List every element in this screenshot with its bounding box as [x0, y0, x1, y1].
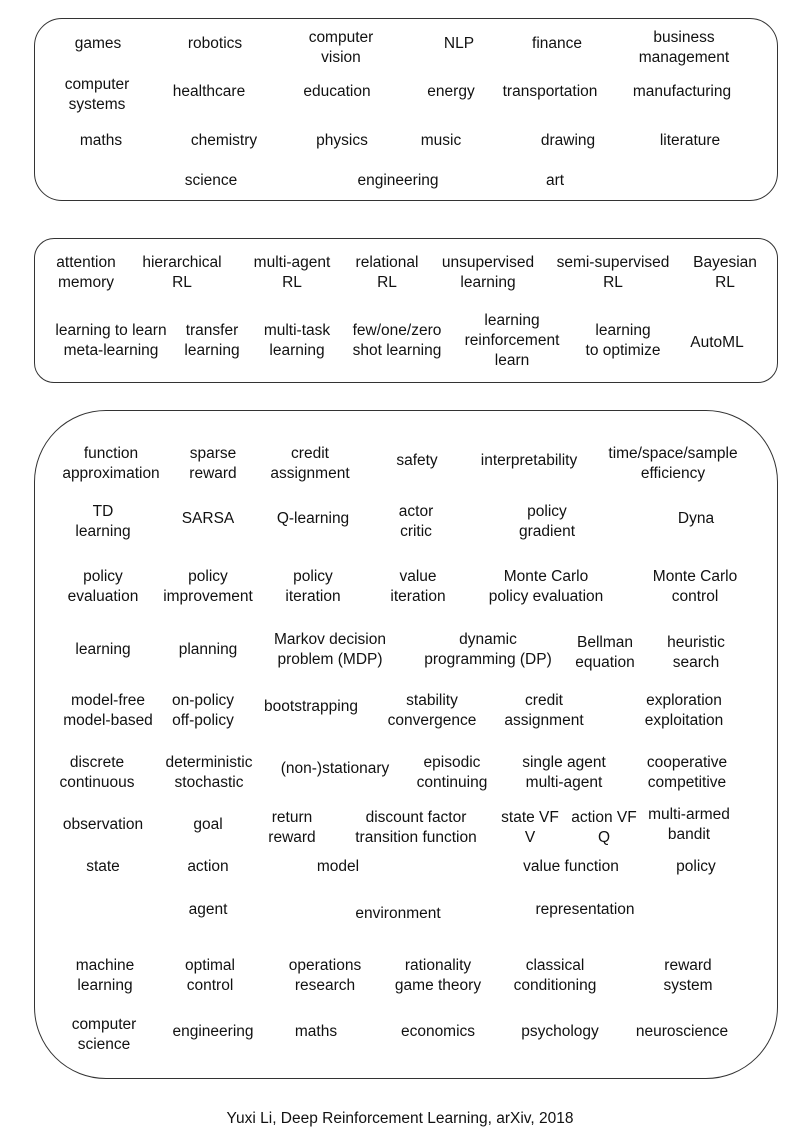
- term-learning-rl-learn: learning reinforcement learn: [464, 312, 560, 369]
- term-credit-assignment: credit assignment: [270, 445, 350, 482]
- term-finance: finance: [532, 35, 582, 52]
- term-td-learning: TD learning: [75, 503, 131, 540]
- term-healthcare: healthcare: [172, 83, 246, 100]
- term-transportation: transportation: [502, 83, 598, 100]
- term-relational-rl: relational RL: [355, 254, 419, 291]
- term-transfer-learning: transfer learning: [184, 322, 240, 359]
- term-music: music: [420, 132, 462, 149]
- figure-caption: Yuxi Li, Deep Reinforcement Learning, arXiv, 2018: [226, 1110, 574, 1127]
- term-physics: physics: [316, 132, 368, 149]
- term-environment: environment: [355, 905, 441, 922]
- term-manufacturing: manufacturing: [632, 83, 732, 100]
- term-policy-iteration: policy iteration: [285, 568, 341, 605]
- term-engineering: engineering: [357, 172, 439, 189]
- term-few-shot-learning: few/one/zero shot learning: [352, 322, 442, 359]
- term-art: art: [545, 172, 565, 189]
- term-return-reward: return reward: [268, 809, 316, 846]
- term-value-function: value function: [523, 858, 619, 875]
- term-learning-to-optimize: learning to optimize: [585, 322, 661, 359]
- term-single-multi-agent: single agent multi-agent: [522, 754, 606, 791]
- term-mdp: Markov decision problem (MDP): [274, 631, 386, 668]
- term-classical-conditioning: classical conditioning: [513, 957, 597, 994]
- term-rationality-game-theory: rationality game theory: [394, 957, 482, 994]
- term-action-vf: action VF Q: [571, 809, 637, 846]
- term-meta-learning: learning to learn meta-learning: [55, 322, 167, 359]
- term-efficiency: time/space/sample efficiency: [608, 445, 738, 482]
- term-economics: economics: [400, 1023, 476, 1040]
- term-hierarchical-rl: hierarchical RL: [142, 254, 222, 291]
- term-semi-supervised-rl: semi-supervised RL: [556, 254, 670, 291]
- term-computer-science: computer science: [71, 1016, 137, 1053]
- term-computer-vision: computer vision: [308, 29, 374, 66]
- term-q-learning: Q-learning: [276, 510, 350, 527]
- term-function-approximation: function approximation: [62, 445, 160, 482]
- term-credit-assignment-2: credit assignment: [504, 692, 584, 729]
- term-psychology: psychology: [521, 1023, 599, 1040]
- term-mc-policy-evaluation: Monte Carlo policy evaluation: [488, 568, 604, 605]
- term-heuristic-search: heuristic search: [667, 634, 725, 671]
- term-multi-agent-rl: multi-agent RL: [253, 254, 331, 291]
- term-discrete-continuous: discrete continuous: [59, 754, 135, 791]
- term-science: science: [184, 172, 238, 189]
- term-energy: energy: [427, 83, 475, 100]
- term-bellman-equation: Bellman equation: [575, 634, 635, 671]
- term-business-management: business management: [638, 29, 730, 66]
- term-computer-systems: computer systems: [64, 76, 130, 113]
- term-dyna: Dyna: [677, 510, 715, 527]
- term-maths: maths: [79, 132, 123, 149]
- term-state-vf: state VF V: [501, 809, 559, 846]
- term-education: education: [303, 83, 371, 100]
- term-planning: planning: [178, 641, 238, 658]
- term-maths-2: maths: [294, 1023, 338, 1040]
- term-non-stationary: (non-)stationary: [280, 760, 390, 777]
- term-interpretability: interpretability: [480, 452, 578, 469]
- term-observation: observation: [62, 816, 144, 833]
- term-agent: agent: [188, 901, 228, 918]
- term-learning: learning: [75, 641, 131, 658]
- term-representation: representation: [535, 901, 635, 918]
- term-chemistry: chemistry: [190, 132, 258, 149]
- term-games: games: [74, 35, 122, 52]
- term-discount-transition: discount factor transition function: [355, 809, 477, 846]
- term-model: model: [316, 858, 360, 875]
- term-deterministic-stochastic: deterministic stochastic: [165, 754, 253, 791]
- term-automl: AutoML: [690, 334, 744, 351]
- term-literature: literature: [659, 132, 721, 149]
- term-nlp: NLP: [443, 35, 475, 52]
- term-policy: policy: [676, 858, 716, 875]
- term-goal: goal: [193, 816, 223, 833]
- term-drawing: drawing: [540, 132, 596, 149]
- term-unsupervised-learning: unsupervised learning: [441, 254, 535, 291]
- term-mc-control: Monte Carlo control: [652, 568, 738, 605]
- term-cooperative-competitive: cooperative competitive: [646, 754, 728, 791]
- term-state: state: [86, 858, 120, 875]
- term-policy-evaluation: policy evaluation: [67, 568, 139, 605]
- term-stability-convergence: stability convergence: [387, 692, 477, 729]
- term-sarsa: SARSA: [181, 510, 235, 527]
- term-bootstrapping: bootstrapping: [264, 698, 358, 715]
- term-dp: dynamic programming (DP): [424, 631, 552, 668]
- term-operations-research: operations research: [288, 957, 362, 994]
- term-machine-learning: machine learning: [75, 957, 135, 994]
- term-action: action: [187, 858, 229, 875]
- term-engineering-2: engineering: [172, 1023, 254, 1040]
- term-safety: safety: [396, 452, 438, 469]
- term-optimal-control: optimal control: [185, 957, 235, 994]
- term-policy-gradient: policy gradient: [518, 503, 576, 540]
- term-value-iteration: value iteration: [390, 568, 446, 605]
- term-exploration-exploitation: exploration exploitation: [644, 692, 724, 729]
- term-attention-memory: attention memory: [56, 254, 116, 291]
- term-on-off-policy: on-policy off-policy: [171, 692, 235, 729]
- term-multi-armed-bandit: multi-armed bandit: [648, 806, 730, 843]
- term-robotics: robotics: [187, 35, 243, 52]
- term-reward-system: reward system: [663, 957, 713, 994]
- term-bayesian-rl: Bayesian RL: [693, 254, 757, 291]
- term-neuroscience: neuroscience: [635, 1023, 729, 1040]
- term-episodic-continuing: episodic continuing: [416, 754, 488, 791]
- term-actor-critic: actor critic: [398, 503, 434, 540]
- term-model-free-based: model-free model-based: [63, 692, 153, 729]
- term-policy-improvement: policy improvement: [163, 568, 253, 605]
- term-multi-task-learning: multi-task learning: [263, 322, 331, 359]
- term-sparse-reward: sparse reward: [189, 445, 237, 482]
